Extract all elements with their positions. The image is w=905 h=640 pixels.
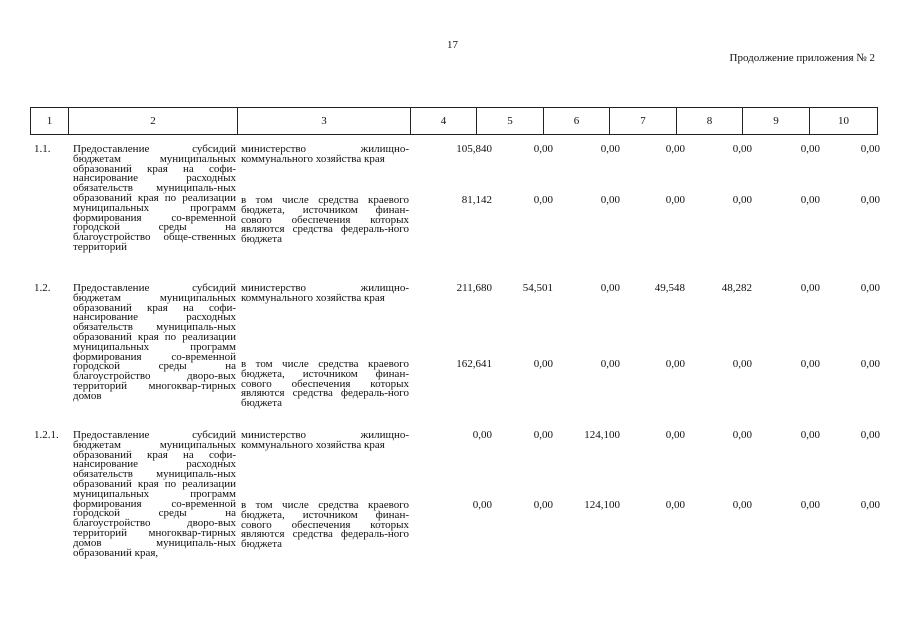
value-cell: 0,00 bbox=[860, 429, 880, 441]
value-cell: 0,00 bbox=[800, 499, 820, 511]
page-number: 17 bbox=[447, 39, 458, 51]
header-cell: 9 bbox=[743, 108, 810, 135]
value-cell: 0,00 bbox=[800, 194, 820, 206]
value-cell: 0,00 bbox=[800, 429, 820, 441]
value-cell: 0,00 bbox=[600, 358, 620, 370]
header-cell: 8 bbox=[677, 108, 743, 135]
value-cell: 54,501 bbox=[522, 282, 553, 294]
row-description: Предоставление субсидий бюджетам муниципальных образований края на софи-нансирование расходных обязательств муниципаль-ных образований края по реализации муниципальных программ формирования со-временной городской среды на благоустройство дворо-вых территорий многоквар-тирных домов муниципаль-ных образований края, bbox=[73, 429, 236, 559]
value-cell: 0,00 bbox=[860, 194, 880, 206]
row-line-label: в том числе средства краевого бюджета, источником финан-сового обеспечения которых являются средства федераль-ного бюджета bbox=[241, 358, 409, 410]
value-cell: 105,840 bbox=[456, 143, 492, 155]
value-cell: 0,00 bbox=[665, 358, 685, 370]
row-number: 1.2. bbox=[34, 282, 51, 294]
value-cell: 124,100 bbox=[584, 499, 620, 511]
row-line-label: в том числе средства краевого бюджета, источником финан-сового обеспечения которых являются средства федераль-ного бюджета bbox=[241, 194, 409, 246]
row-line-label: в том числе средства краевого бюджета, источником финан-сового обеспечения которых являются средства федераль-ного бюджета bbox=[241, 499, 409, 551]
value-cell: 0,00 bbox=[800, 143, 820, 155]
value-cell: 0,00 bbox=[732, 143, 752, 155]
header-cell: 7 bbox=[610, 108, 677, 135]
value-cell: 0,00 bbox=[860, 358, 880, 370]
value-cell: 0,00 bbox=[600, 143, 620, 155]
value-cell: 0,00 bbox=[600, 194, 620, 206]
value-cell: 0,00 bbox=[533, 499, 553, 511]
value-cell: 211,680 bbox=[456, 282, 492, 294]
header-cell: 10 bbox=[810, 108, 878, 135]
value-cell: 0,00 bbox=[732, 358, 752, 370]
column-header-table bbox=[30, 107, 878, 135]
value-cell: 0,00 bbox=[665, 429, 685, 441]
value-cell: 0,00 bbox=[665, 143, 685, 155]
value-cell: 0,00 bbox=[732, 429, 752, 441]
value-cell: 0,00 bbox=[860, 143, 880, 155]
value-cell: 0,00 bbox=[600, 282, 620, 294]
value-cell: 0,00 bbox=[533, 429, 553, 441]
row-description: Предоставление субсидий бюджетам муниципальных образований края на софи-нансирование расходных обязательств муниципаль-ных образований края по реализации муниципальных программ формирования со-временной городской среды на благоустройство дворо-вых территорий многоквар-тирных домов bbox=[73, 282, 236, 402]
value-cell: 48,282 bbox=[721, 282, 752, 294]
value-cell: 0,00 bbox=[472, 499, 492, 511]
value-cell: 0,00 bbox=[665, 499, 685, 511]
value-cell: 124,100 bbox=[584, 429, 620, 441]
continuation-note: Продолжение приложения № 2 bbox=[729, 52, 875, 64]
row-line-label: министерство жилищно-коммунального хозяйства края bbox=[241, 282, 409, 304]
row-number: 1.1. bbox=[34, 143, 51, 155]
row-line-label: министерство жилищно-коммунального хозяйства края bbox=[241, 429, 409, 451]
header-cell: 1 bbox=[31, 108, 69, 135]
value-cell: 0,00 bbox=[860, 282, 880, 294]
value-cell: 0,00 bbox=[472, 429, 492, 441]
value-cell: 162,641 bbox=[456, 358, 492, 370]
header-cell: 3 bbox=[238, 108, 411, 135]
value-cell: 0,00 bbox=[800, 358, 820, 370]
value-cell: 81,142 bbox=[461, 194, 492, 206]
header-cell: 4 bbox=[411, 108, 477, 135]
row-number: 1.2.1. bbox=[34, 429, 59, 441]
value-cell: 0,00 bbox=[800, 282, 820, 294]
value-cell: 0,00 bbox=[732, 499, 752, 511]
value-cell: 0,00 bbox=[732, 194, 752, 206]
value-cell: 0,00 bbox=[533, 358, 553, 370]
value-cell: 0,00 bbox=[860, 499, 880, 511]
row-line-label: министерство жилищно-коммунального хозяйства края bbox=[241, 143, 409, 165]
header-cell: 5 bbox=[477, 108, 544, 135]
header-cell: 2 bbox=[69, 108, 238, 135]
value-cell: 0,00 bbox=[533, 143, 553, 155]
value-cell: 0,00 bbox=[533, 194, 553, 206]
value-cell: 0,00 bbox=[665, 194, 685, 206]
row-description: Предоставление субсидий бюджетам муниципальных образований края на софи-нансирование расходных обязательств муниципаль-ных образований края по реализации муниципальных программ формирования со-временной городской среды на благоустройство обще-ственных территорий bbox=[73, 143, 236, 253]
header-cell: 6 bbox=[544, 108, 610, 135]
value-cell: 49,548 bbox=[654, 282, 685, 294]
